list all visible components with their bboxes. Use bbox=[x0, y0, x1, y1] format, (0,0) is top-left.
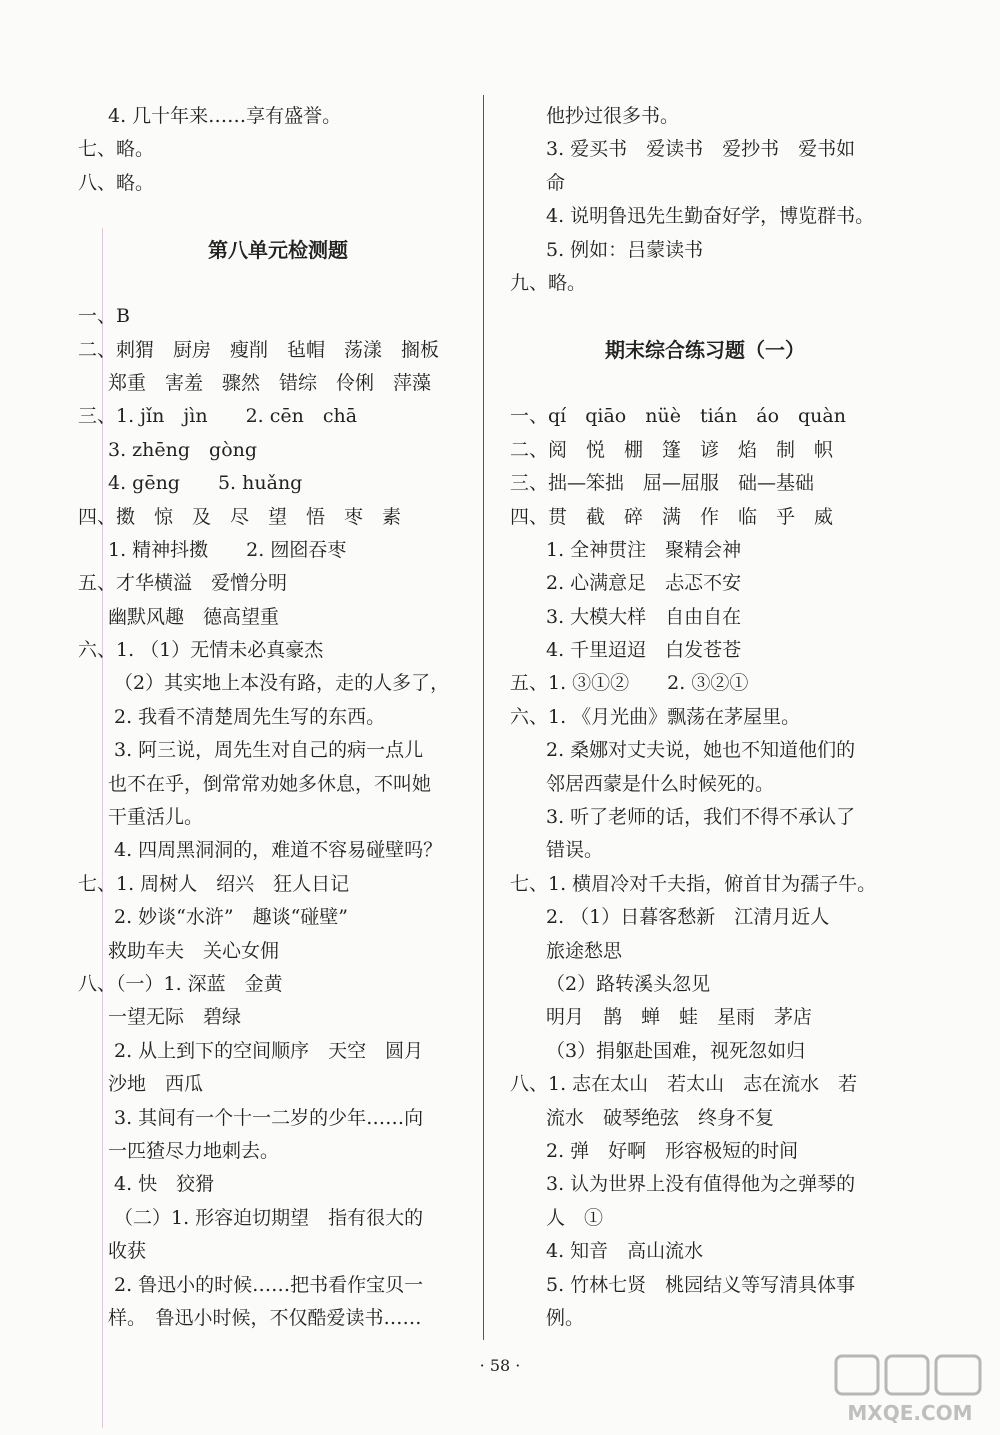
answer-line: 七、1. 横眉冷对千夫指，俯首甘为孺子牛。 bbox=[510, 872, 877, 895]
answer-line: 4. 四周黑洞洞的，难道不容易碰壁吗？ bbox=[114, 839, 443, 862]
answer-line: 三、1. jǐn jìn 2. cēn chā bbox=[78, 405, 358, 428]
answer-line: 2. 妙谈“水浒” 趣谈“碰壁” bbox=[114, 906, 349, 929]
answer-line: 八、（一）1. 深蓝 金黄 bbox=[78, 972, 283, 995]
answer-line: 错误。 bbox=[546, 839, 604, 862]
answer-line: 4. 说明鲁迅先生勤奋好学，博览群书。 bbox=[546, 205, 875, 228]
answer-line: 九、略。 bbox=[510, 271, 587, 294]
answer-line: 例。 bbox=[546, 1306, 585, 1329]
answer-line: 也不在乎，倒常常劝她多休息，不叫她 bbox=[108, 772, 432, 795]
answer-line: 3. 认为世界上没有值得他为之弹琴的 bbox=[546, 1173, 856, 1196]
column-divider bbox=[483, 95, 484, 1340]
answer-line: 二、阅 悦 棚 篷 谚 焰 制 帜 bbox=[510, 438, 834, 461]
answer-line: 他抄过很多书。 bbox=[546, 105, 680, 127]
answer-line: 4. 千里迢迢 白发苍苍 bbox=[546, 639, 742, 662]
answer-line: 八、1. 志在太山 若太山 志在流水 若 bbox=[510, 1073, 858, 1096]
answer-line: 2. 桑娜对丈夫说，她也不知道他们的 bbox=[546, 739, 856, 762]
answer-line: 2. 鲁迅小的时候……把书看作宝贝一 bbox=[114, 1273, 424, 1296]
answer-line: 干重活儿。 bbox=[108, 806, 204, 829]
answer-line: 六、1. 《月光曲》飘荡在茅屋里。 bbox=[510, 705, 801, 728]
answer-line: 三、拙—笨拙 屈—屈服 础—基础 bbox=[510, 472, 815, 495]
answer-line: 人 ① bbox=[546, 1206, 604, 1229]
answer-line: 一、qí qiāo nüè tián áo quàn bbox=[510, 405, 846, 428]
left-column bbox=[78, 100, 478, 1335]
answer-line: 六、1. （1）无情未必真豪杰 bbox=[78, 639, 324, 662]
answer-line: 旅途愁思 bbox=[546, 939, 623, 962]
answer-line: 邻居西蒙是什么时候死的。 bbox=[546, 772, 775, 795]
answer-line: 样。 鲁迅小时候，不仅酷爱读书…… bbox=[108, 1306, 422, 1329]
answer-line: 4. 几十年来……享有盛誉。 bbox=[108, 105, 342, 127]
section-heading: 第八单元检测题 bbox=[208, 238, 348, 263]
answer-line: 1. 精神抖擞 2. 囫囵吞枣 bbox=[108, 538, 347, 561]
answer-line: 3. 阿三说，周先生对自己的病一点儿 bbox=[114, 739, 424, 762]
answer-line: 明月 鹊 蝉 蛙 星雨 茅店 bbox=[546, 1006, 813, 1029]
answer-line: 二、刺猬 厨房 瘦削 毡帽 荡漾 搁板 bbox=[78, 338, 440, 361]
section-heading: 期末综合练习题（一） bbox=[605, 338, 805, 363]
answer-line: 八、略。 bbox=[78, 171, 155, 194]
answer-line: 5. 竹林七贤 桃园结义等写清具体事 bbox=[546, 1273, 856, 1296]
answer-line: 沙地 西瓜 bbox=[108, 1073, 204, 1096]
answer-line: 一、B bbox=[78, 305, 130, 328]
answer-line: 4. 快 狡猾 bbox=[114, 1173, 215, 1196]
answer-line: 七、1. 周树人 绍兴 狂人日记 bbox=[78, 872, 350, 895]
answer-line: 5. 例如：吕蒙读书 bbox=[546, 238, 704, 261]
answer-line: 七、略。 bbox=[78, 138, 155, 161]
answer-line: 一匹猹尽力地刺去。 bbox=[108, 1139, 280, 1162]
answer-line: 3. 其间有一个十一二岁的少年……向 bbox=[114, 1106, 424, 1129]
answer-line: 救助车夫 关心女佣 bbox=[108, 939, 280, 962]
page-number: · 58 · bbox=[479, 1356, 521, 1375]
answer-line: 3. 大模大样 自由自在 bbox=[546, 605, 742, 628]
answer-line: 2. 我看不清楚周先生写的东西。 bbox=[114, 705, 386, 728]
answer-line: 流水 破琴绝弦 终身不复 bbox=[546, 1106, 775, 1129]
answer-line: （3）捐躯赴国难，视死忽如归 bbox=[546, 1039, 806, 1062]
answer-line: 4. 知音 高山流水 bbox=[546, 1240, 704, 1263]
answer-line: 2. 弹 好啊 形容极短的时间 bbox=[546, 1139, 799, 1162]
answer-line: 五、才华横溢 爱憎分明 bbox=[78, 572, 288, 595]
answer-line: （二）1. 形容迫切期望 指有很大的 bbox=[114, 1206, 424, 1229]
answer-line: 3. 爱买书 爱读书 爱抄书 爱书如 bbox=[546, 138, 856, 161]
answer-line: 4. gēng 5. huǎng bbox=[108, 472, 303, 495]
watermark-logo bbox=[830, 1350, 990, 1430]
answer-line: 1. 全神贯注 聚精会神 bbox=[546, 538, 742, 561]
answer-line: 命 bbox=[546, 171, 566, 194]
answer-line: 2. 心满意足 忐忑不安 bbox=[546, 572, 742, 595]
right-column bbox=[510, 100, 900, 1335]
answer-line: 一望无际 碧绿 bbox=[108, 1006, 242, 1029]
answer-line: 3. zhēng gòng bbox=[108, 438, 258, 461]
answer-line: 幽默风趣 德高望重 bbox=[108, 605, 280, 628]
answer-line: 2. （1）日暮客愁新 江清月近人 bbox=[546, 906, 830, 929]
answer-line: 3. 听了老师的话，我们不得不承认了 bbox=[546, 806, 856, 829]
answer-line: 四、贯 截 碎 满 作 临 乎 威 bbox=[510, 505, 834, 528]
watermark-text: MXQE.COM bbox=[847, 1401, 973, 1425]
answer-line: 四、擞 惊 及 尽 望 悟 枣 素 bbox=[78, 505, 402, 528]
answer-line: （2）路转溪头忽见 bbox=[546, 972, 711, 995]
answer-line: 收获 bbox=[108, 1240, 147, 1263]
answer-line: （2）其实地上本没有路，走的人多了， bbox=[114, 672, 450, 695]
answer-line: 2. 从上到下的空间顺序 天空 圆月 bbox=[114, 1039, 424, 1062]
answer-line: 郑重 害羞 骤然 错综 伶俐 萍藻 bbox=[108, 371, 432, 394]
answer-line: 五、1. ③①② 2. ③②① bbox=[510, 672, 749, 695]
